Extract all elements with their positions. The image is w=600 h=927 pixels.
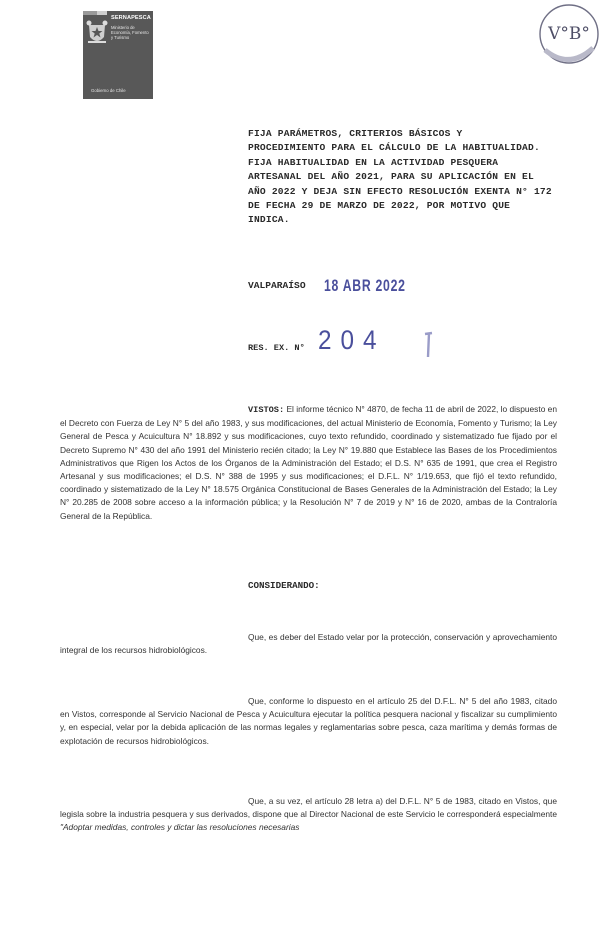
org-name: SERNAPESCA: [111, 15, 151, 21]
considerando-paragraph-3: [60, 795, 557, 835]
considerando-label: CONSIDERANDO:: [248, 580, 320, 591]
vistos-text: El informe técnico N° 4870, de fecha 11 de abril de 2022, lo dispuesto en el Decreto con Fuerza de Ley N° 5 del año 1983, y sus modificaciones, del actual Ministerio de Economía, Fomento y Turismo; la Ley General de Pesca y Acuicultura N° 18.892 y sus modificaciones, cuyo texto refundido, coordinado y sistematizado fue fijado por el Decreto Supremo N° 430 del año 1991 del Ministerio recién citado; la Ley N° 19.880 que Establece las Bases de los Procedimientos Administrativos que Rigen los Actos de los Órganos de la Administración del Estado; el D.S. N° 635 de 1991, que crea el Registro Artesanal y sus modificaciones; el D.S. N° 388 de 1995 y sus modificaciones; el D.F.L. N° 1/19.653, que fijó el texto refundido, coordinado y sistematizado de la Ley N° 18.575 Orgánica Constitucional de Bases Generales de la Administración del Estado; la Ley N° 20.285 de 2008 sobre acceso a la información pública; y la Resolución N° 7 de 2019 y N° 16 de 2020, ambas de la Contraloría General de la República.: [60, 404, 557, 521]
title-line: ARTESANAL DEL AÑO 2021, PARA SU APLICACIÓN EN EL: [248, 171, 534, 183]
institution-logo: [83, 11, 153, 99]
government-label: Gobierno de Chile: [91, 88, 126, 93]
flag-stripe: [83, 11, 97, 15]
date-stamp: 18 ABR 2022: [324, 276, 406, 295]
considerando-paragraph-2: [60, 695, 557, 748]
paragraph-text: Que, es deber del Estado velar por la protección, conservación y aprovechamiento integral de los recursos hidrobiológicos.: [60, 632, 557, 656]
approval-stamp-icon: [531, 0, 600, 70]
paragraph-text: Que, conforme lo dispuesto en el artículo 25 del D.F.L. N° 5 del año 1983, citado en Vistos, corresponde al Servicio Nacional de Pesca y Acuicultura ejecutar la política pesquera nacional y fiscalizar su cumplimiento y, en especial, velar por la debida aplicación de las normas legales y reglamentarias sobre pesca, caza marítima y demás formas de explotación de recursos hidrobiológicos.: [60, 696, 557, 746]
org-ministry: Ministerio de Economía, Fomento y Turismo: [111, 25, 149, 40]
vistos-label: VISTOS:: [248, 405, 285, 415]
resolution-title: [248, 127, 557, 228]
considerando-paragraph-1: [60, 631, 557, 657]
coat-of-arms-icon: [85, 19, 109, 49]
stamp-text: V°B°: [548, 24, 590, 44]
title-line: INDICA.: [248, 214, 290, 226]
title-line: FIJA HABITUALIDAD EN LA ACTIVIDAD PESQUERA: [248, 156, 499, 168]
resolution-label: RES. EX. N°: [248, 343, 305, 353]
title-line: PROCEDIMIENTO PARA EL CÁLCULO DE LA HABITUALIDAD.: [248, 142, 540, 154]
title-line: FIJA PARÁMETROS, CRITERIOS BÁSICOS Y: [248, 128, 463, 139]
resolution-number: 204: [318, 325, 386, 355]
paragraph-quote: "Adoptar medidas, controles y dictar las resoluciones necesarias: [60, 822, 300, 833]
paragraph-text: Que, a su vez, el artículo 28 letra a) del D.F.L. N° 5 de 1983, citado en Vistos, que legisla sobre la industria pesquera y sus derivados, dispone que al Director Nacional de este Servicio le corresponderá especialmente: [60, 796, 557, 820]
ink-mark-icon: [423, 331, 435, 359]
place-label: VALPARAÍSO: [248, 280, 306, 291]
title-line: DE FECHA 29 DE MARZO DE 2022, POR MOTIVO QUE: [248, 200, 511, 212]
flag-stripe-light: [97, 11, 107, 15]
title-line: AÑO 2022 Y DEJA SIN EFECTO RESOLUCIÓN EXENTA N° 172: [248, 185, 552, 197]
vistos-section: [60, 403, 557, 523]
